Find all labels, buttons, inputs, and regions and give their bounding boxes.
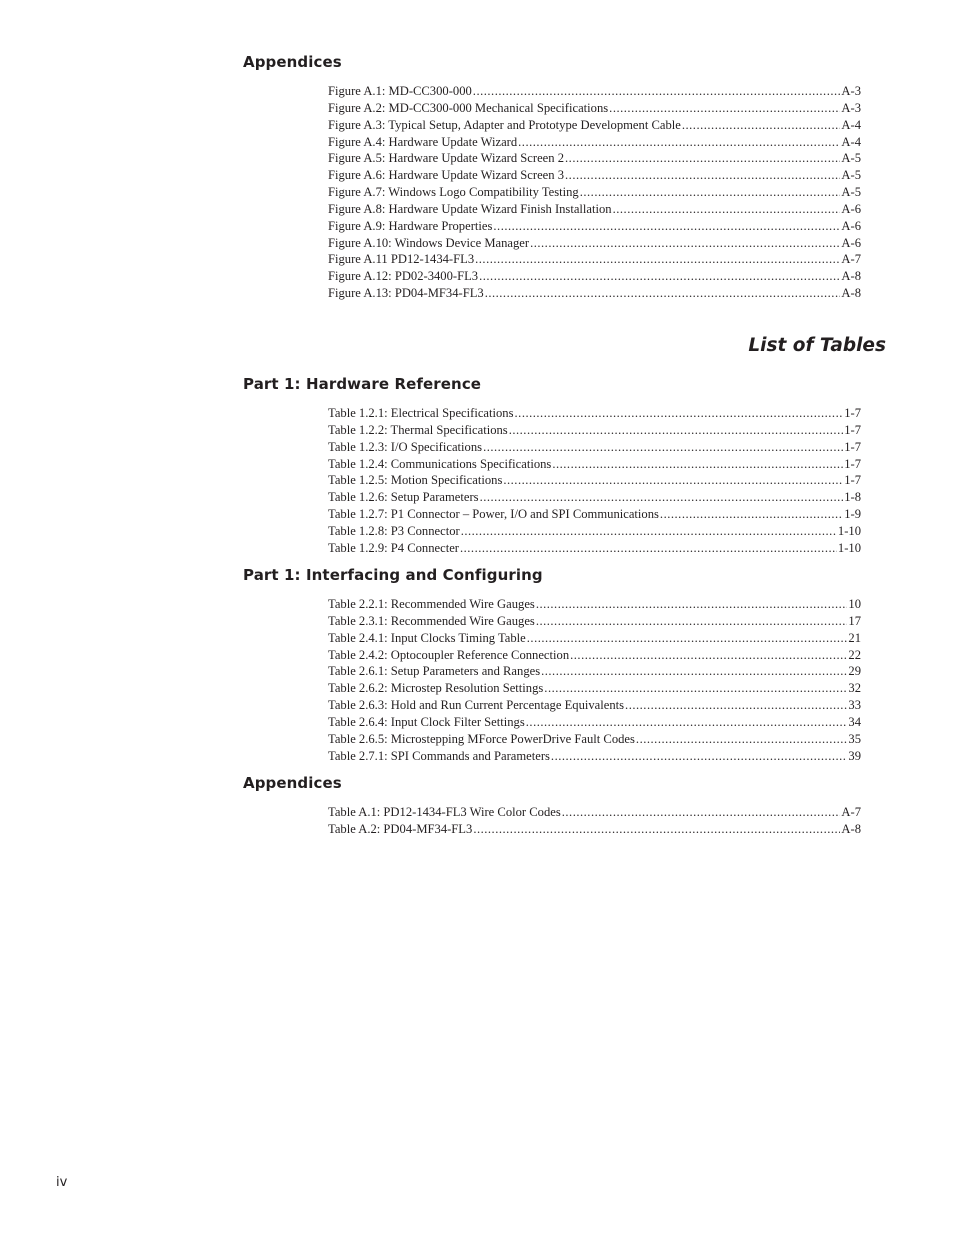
toc-entry-label: Table 1.2.8: P3 Connector [328, 523, 460, 538]
toc-entry-label: Figure A.11 PD12-1434-FL3 [328, 252, 475, 267]
toc-entry-page: 39 [848, 748, 861, 763]
toc-entry[interactable] [328, 251, 861, 268]
toc-entry-page: 1-8 [844, 490, 861, 505]
toc-entry-label: Figure A.4: Hardware Update Wizard [328, 134, 518, 149]
toc-entry-label: Table A.1: PD12-1434-FL3 Wire Color Codes [328, 805, 561, 819]
dot-leader [565, 150, 840, 167]
toc-entry-label: Figure A.10: Windows Device Manager [328, 235, 530, 250]
toc-entry-page: 35 [848, 731, 861, 746]
toc-entry-page: A-6 [841, 201, 861, 216]
toc-entry[interactable] [328, 523, 861, 540]
dot-leader [527, 630, 848, 647]
toc-entry-page: 10 [848, 597, 861, 611]
toc-entry-page: A-8 [841, 286, 861, 301]
toc-entry-label: Table 2.4.1: Input Clocks Timing Table [328, 630, 526, 645]
toc-entry[interactable] [328, 804, 861, 821]
dot-leader [479, 268, 840, 285]
section-heading-tables-appendices: Appendices [243, 774, 342, 792]
toc-entry-label: Figure A.3: Typical Setup, Adapter and Prototype Development Cable [328, 117, 681, 132]
toc-entry[interactable] [328, 647, 861, 664]
toc-entry-label: Figure A.12: PD02-3400-FL3 [328, 269, 479, 284]
toc-entry[interactable] [328, 83, 861, 100]
page-number: iv [56, 1175, 68, 1190]
toc-entry-label: Table 1.2.2: Thermal Specifications [328, 422, 508, 437]
toc-entry[interactable] [328, 405, 861, 422]
toc-entry-label: Table 2.6.5: Microstepping MForce PowerDrive Fault Codes [328, 731, 635, 746]
toc-entry-label: Figure A.2: MD-CC300-000 Mechanical Specifications [328, 100, 609, 115]
toc-entry-label: Figure A.9: Hardware Properties [328, 218, 493, 233]
toc-entry-label: Table 1.2.6: Setup Parameters [328, 490, 479, 505]
toc-entry-label: Table 1.2.9: P4 Connecter [328, 540, 459, 555]
dot-leader [551, 748, 847, 765]
toc-entry[interactable] [328, 697, 861, 714]
toc-entry-page: 34 [848, 714, 861, 729]
toc-entry[interactable] [328, 439, 861, 456]
toc-entry[interactable] [328, 540, 861, 557]
dot-leader [526, 714, 848, 731]
toc-entry-label: Figure A.5: Hardware Update Wizard Screen 2 [328, 151, 565, 166]
toc-entry-page: A-6 [841, 218, 861, 233]
toc-entry-page: A-3 [841, 100, 861, 115]
toc-entry-label: Table 1.2.7: P1 Connector – Power, I/O and SPI Communications [328, 507, 659, 522]
toc-entry-page: A-5 [841, 168, 861, 183]
toc-entry[interactable] [328, 821, 861, 838]
toc-entry-label: Figure A.8: Hardware Update Wizard Finish Installation [328, 201, 612, 216]
toc-entry-page: A-5 [841, 151, 861, 166]
dot-leader [660, 506, 843, 523]
toc-entry-page: A-7 [841, 805, 861, 819]
toc-entry-label: Figure A.1: MD-CC300-000 [328, 84, 472, 98]
toc-entry-page: 17 [848, 613, 861, 628]
toc-entry-page: A-8 [841, 269, 861, 284]
toc-entry-page: 1-7 [844, 422, 861, 437]
toc-entry[interactable] [328, 285, 861, 302]
toc-entry[interactable] [328, 663, 861, 680]
dot-leader [493, 218, 840, 235]
toc-entry-label: Table 1.2.3: I/O Specifications [328, 439, 483, 454]
dot-leader [544, 680, 847, 697]
toc-entry[interactable] [328, 100, 861, 117]
dot-leader [609, 100, 840, 117]
dot-leader [473, 821, 840, 838]
toc-entry[interactable] [328, 201, 861, 218]
toc-entry[interactable] [328, 456, 861, 473]
dot-leader [580, 184, 841, 201]
toc-entry-label: Table 2.6.3: Hold and Run Current Percentage Equivalents [328, 698, 625, 713]
dot-leader [570, 647, 847, 664]
toc-entry-page: 1-10 [837, 523, 861, 538]
toc-entry-label: Table 1.2.5: Motion Specifications [328, 473, 503, 488]
toc-entry-page: A-4 [841, 117, 861, 132]
toc-entry[interactable] [328, 134, 861, 151]
dot-leader [518, 134, 840, 151]
dot-leader [562, 804, 841, 821]
toc-entry[interactable] [328, 613, 861, 630]
toc-entry-page: 22 [848, 647, 861, 662]
toc-entry-page: 21 [848, 630, 861, 645]
toc-entry[interactable] [328, 714, 861, 731]
toc-entry[interactable] [328, 731, 861, 748]
dot-leader [461, 523, 837, 540]
toc-entry[interactable] [328, 117, 861, 134]
dot-leader [613, 201, 841, 218]
toc-entry[interactable] [328, 184, 861, 201]
toc-entry-page: 1-7 [844, 439, 861, 454]
toc-entry-page: A-6 [841, 235, 861, 250]
toc-entry[interactable] [328, 506, 861, 523]
toc-entry-label: Table 1.2.1: Electrical Specifications [328, 406, 514, 420]
dot-leader [530, 235, 840, 252]
toc-entry-page: A-4 [841, 134, 861, 149]
toc-entry-label: Table 2.6.1: Setup Parameters and Ranges [328, 664, 541, 679]
toc-entry-page: 1-9 [844, 507, 861, 522]
toc-entry-label: Table 2.2.1: Recommended Wire Gauges [328, 597, 535, 611]
toc-entry-label: Table 2.6.2: Microstep Resolution Settings [328, 681, 544, 696]
toc-list-figures-appendices [328, 83, 861, 302]
toc-entry[interactable] [328, 472, 861, 489]
dot-leader [515, 405, 844, 422]
dot-leader [480, 489, 844, 506]
dot-leader [552, 456, 843, 473]
dot-leader [565, 167, 840, 184]
toc-entry[interactable] [328, 489, 861, 506]
toc-entry-label: Figure A.13: PD04-MF34-FL3 [328, 286, 484, 301]
section-heading-part1-interfacing: Part 1: Interfacing and Configuring [243, 566, 543, 584]
dot-leader [503, 472, 843, 489]
toc-list-part1-hardware [328, 405, 861, 557]
toc-entry-label: Table 2.7.1: SPI Commands and Parameters [328, 748, 550, 763]
toc-entry-page: A-8 [841, 821, 861, 836]
toc-entry-page: 32 [848, 681, 861, 696]
toc-entry-page: 1-7 [844, 406, 861, 420]
dot-leader [541, 663, 847, 680]
dot-leader [636, 731, 847, 748]
toc-entry-label: Figure A.6: Hardware Update Wizard Screen 3 [328, 168, 565, 183]
dot-leader [485, 285, 841, 302]
toc-entry[interactable] [328, 167, 861, 184]
toc-entry-label: Table 2.3.1: Recommended Wire Gauges [328, 613, 535, 628]
toc-entry[interactable] [328, 150, 861, 167]
dot-leader [682, 117, 841, 134]
toc-list-part1-interfacing [328, 596, 861, 764]
toc-entry-page: A-7 [841, 252, 861, 267]
toc-entry[interactable] [328, 680, 861, 697]
dot-leader [473, 83, 841, 100]
toc-entry-page: A-5 [841, 185, 861, 200]
dot-leader [460, 540, 837, 557]
toc-entry-label: Figure A.7: Windows Logo Compatibility Testing [328, 185, 579, 200]
toc-entry-label: Table 2.4.2: Optocoupler Reference Connection [328, 647, 570, 662]
toc-entry-page: 29 [848, 664, 861, 679]
dot-leader [483, 439, 843, 456]
toc-entry[interactable] [328, 235, 861, 252]
dot-leader [625, 697, 847, 714]
toc-entry-page: 1-7 [844, 473, 861, 488]
toc-entry-label: Table 1.2.4: Communications Specifications [328, 456, 552, 471]
dot-leader [536, 596, 848, 613]
section-heading-part1-hardware: Part 1: Hardware Reference [243, 375, 482, 393]
toc-entry-page: 1-10 [837, 540, 861, 555]
toc-entry[interactable] [328, 218, 861, 235]
list-of-tables-title: List of Tables [748, 335, 886, 356]
dot-leader [475, 251, 840, 268]
toc-list-tables-appendices [328, 804, 861, 838]
toc-entry-page: 1-7 [844, 456, 861, 471]
toc-entry[interactable] [328, 422, 861, 439]
toc-entry[interactable] [328, 596, 861, 613]
toc-entry-page: 33 [848, 698, 861, 713]
toc-entry-page: A-3 [841, 84, 861, 98]
toc-entry[interactable] [328, 630, 861, 647]
dot-leader [536, 613, 848, 630]
toc-entry[interactable] [328, 748, 861, 765]
dot-leader [509, 422, 844, 439]
toc-entry[interactable] [328, 268, 861, 285]
toc-entry-label: Table A.2: PD04-MF34-FL3 [328, 821, 473, 836]
section-heading-figures-appendices: Appendices [243, 53, 342, 71]
toc-entry-label: Table 2.6.4: Input Clock Filter Settings [328, 714, 525, 729]
